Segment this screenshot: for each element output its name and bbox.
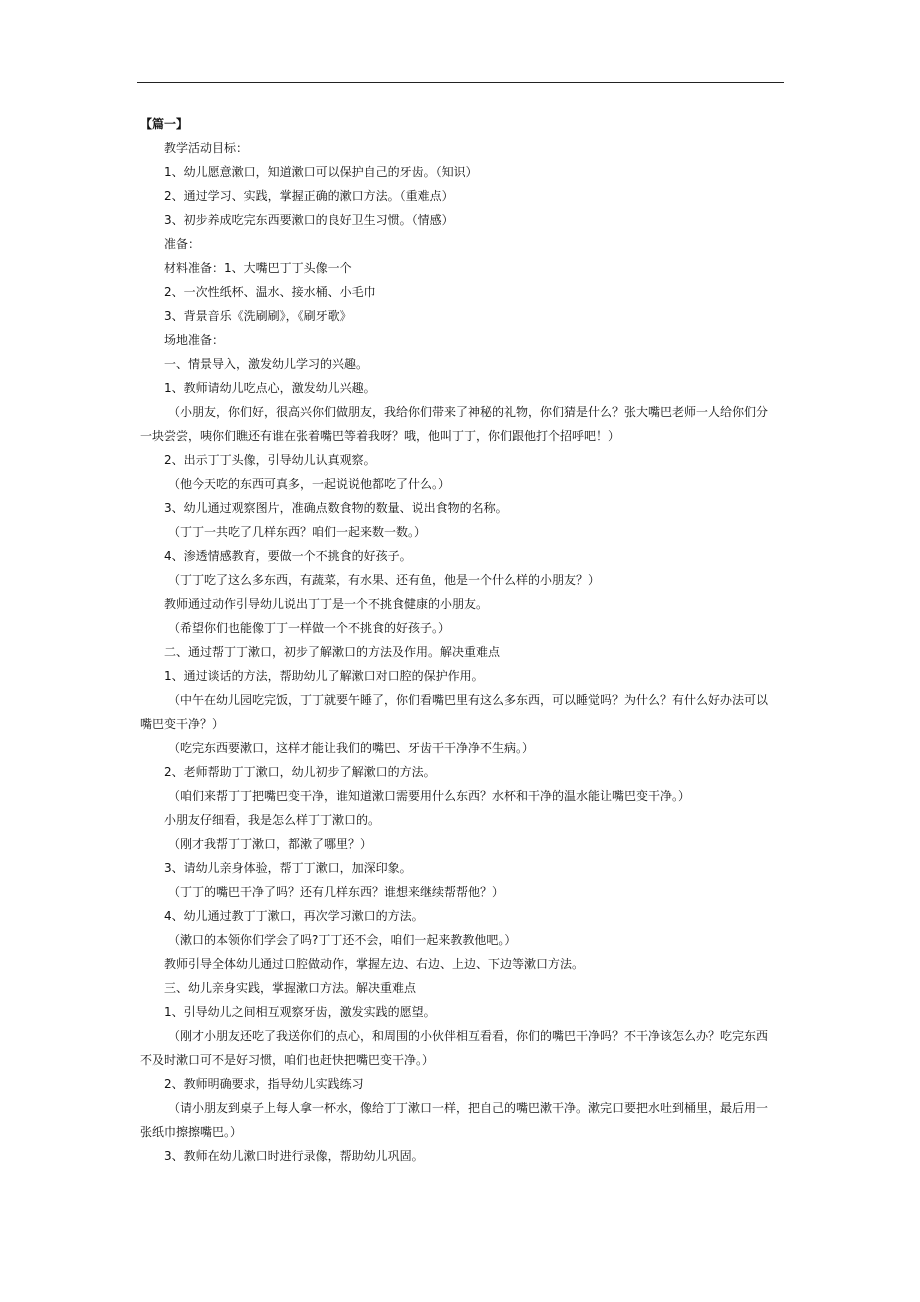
paragraph-step-1-4: 4、渗透情感教育，要做一个不挑食的好孩子。 <box>164 549 412 563</box>
paragraph-teacher-guide-2: 教师引导全体幼儿通过口腔做动作，掌握左边、右边、上边、下边等漱口方法。 <box>164 957 585 971</box>
paragraph-dialog-7: （吃完东西要漱口，这样才能让我们的嘴巴、牙齿干干净净不生病。） <box>168 741 535 755</box>
paragraph-step-1-1: 1、教师请幼儿吃点心，激发幼儿兴趣。 <box>164 381 376 395</box>
paragraph-dialog-12a: （刚才小朋友还吃了我送你们的点心，和周围的小伙伴相互看看，你们的嘴巴干净吗？不干净该怎么办？吃完东西 <box>168 1029 769 1043</box>
paragraph-dialog-13a: （请小朋友到桌子上每人拿一杯水，像给丁丁漱口一样，把自己的嘴巴漱干净。漱完口要把水吐到桶里，最后用一 <box>168 1101 769 1115</box>
paragraph-step-2: 二、通过帮丁丁漱口，初步了解漱口的方法及作用。解决重难点 <box>164 645 501 659</box>
paragraph-goal-2: 2、通过学习、实践，掌握正确的漱口方法。（重难点） <box>164 189 454 203</box>
paragraph-material-2: 2、一次性纸杯、温水、接水桶、小毛巾 <box>164 285 376 299</box>
paragraph-step-2-1: 1、通过谈话的方法，帮助幼儿了解漱口对口腔的保护作用。 <box>164 669 484 683</box>
paragraph-goals-title: 教学活动目标： <box>164 141 249 155</box>
paragraph-dialog-1b: 一块尝尝，咦你们瞧还有谁在张着嘴巴等着我呀？哦，他叫丁丁，你们跟他打个招呼吧！） <box>140 429 621 443</box>
paragraph-step-2-2: 2、老师帮助丁丁漱口，幼儿初步了解漱口的方法。 <box>164 765 436 779</box>
paragraph-step-1: 一、情景导入，激发幼儿学习的兴趣。 <box>164 357 369 371</box>
paragraph-step-1-3: 3、幼儿通过观察图片，准确点数食物的数量、说出食物的名称。 <box>164 501 508 515</box>
paragraph-step-3-2: 2、教师明确要求，指导幼儿实践练习 <box>164 1077 364 1091</box>
section-title: 【篇一】 <box>140 117 189 131</box>
paragraph-dialog-6b: 嘴巴变干净？） <box>140 717 225 731</box>
paragraph-dialog-11: （漱口的本领你们学会了吗?丁丁还不会，咱们一起来教教他吧。） <box>168 933 517 947</box>
paragraph-dialog-2: （他今天吃的东西可真多，一起说说他都吃了什么。） <box>168 477 451 491</box>
paragraph-step-3-1: 1、引导幼儿之间相互观察牙齿，激发实践的愿望。 <box>164 1005 436 1019</box>
paragraph-teacher-guide-1: 教师通过动作引导幼儿说出丁丁是一个不挑食健康的小朋友。 <box>164 597 489 611</box>
paragraph-step-1-2: 2、出示丁丁头像，引导幼儿认真观察。 <box>164 453 376 467</box>
paragraph-dialog-5: （希望你们也能像丁丁一样做一个不挑食的好孩子。） <box>168 621 451 635</box>
paragraph-dialog-13b: 张纸巾擦擦嘴巴。） <box>140 1125 243 1139</box>
paragraph-dialog-6a: （中午在幼儿园吃完饭，丁丁就要午睡了，你们看嘴巴里有这么多东西，可以睡觉吗？为什么？有什么好办法可以 <box>168 693 769 707</box>
paragraph-goal-1: 1、幼儿愿意漱口，知道漱口可以保护自己的牙齿。（知识） <box>164 165 478 179</box>
paragraph-step-2-3: 3、请幼儿亲身体验，帮丁丁漱口，加深印象。 <box>164 861 412 875</box>
paragraph-dialog-1a: （小朋友，你们好，很高兴你们做朋友，我给你们带来了神秘的礼物，你们猜是什么？张大嘴巴老师一人给你们分 <box>168 405 769 419</box>
paragraph-dialog-8: （咱们来帮丁丁把嘴巴变干净，谁知道漱口需要用什么东西？水杯和干净的温水能让嘴巴变干净。） <box>168 789 691 803</box>
paragraph-dialog-12b: 不及时漱口可不是好习惯，咱们也赶快把嘴巴变干净。） <box>140 1053 435 1067</box>
paragraph-step-3-3: 3、教师在幼儿漱口时进行录像，帮助幼儿巩固。 <box>164 1149 424 1163</box>
paragraph-venue-prep: 场地准备： <box>164 333 225 347</box>
paragraph-goal-3: 3、初步养成吃完东西要漱口的良好卫生习惯。（情感） <box>164 213 454 227</box>
paragraph-dialog-3: （丁丁一共吃了几样东西？咱们一起来数一数。） <box>168 525 427 539</box>
paragraph-dialog-9: （刚才我帮丁丁漱口，都漱了哪里？） <box>168 837 373 851</box>
paragraph-dialog-10: （丁丁的嘴巴干净了吗？还有几样东西？谁想来继续帮帮他？） <box>168 885 505 899</box>
header-rule <box>137 82 784 83</box>
paragraph-watch-prompt: 小朋友仔细看，我是怎么样丁丁漱口的。 <box>164 813 381 827</box>
paragraph-prep-title: 准备： <box>164 237 201 251</box>
paragraph-material-1: 材料准备：1、大嘴巴丁丁头像一个 <box>164 261 352 275</box>
paragraph-step-3: 三、幼儿亲身实践，掌握漱口方法。解决重难点 <box>164 981 417 995</box>
paragraph-dialog-4: （丁丁吃了这么多东西，有蔬菜，有水果、还有鱼，他是一个什么样的小朋友？） <box>168 573 601 587</box>
document-body <box>140 112 784 1168</box>
paragraph-step-2-4: 4、幼儿通过教丁丁漱口，再次学习漱口的方法。 <box>164 909 424 923</box>
paragraph-material-3: 3、背景音乐《洗刷刷》，《刷牙歌》 <box>164 309 352 323</box>
